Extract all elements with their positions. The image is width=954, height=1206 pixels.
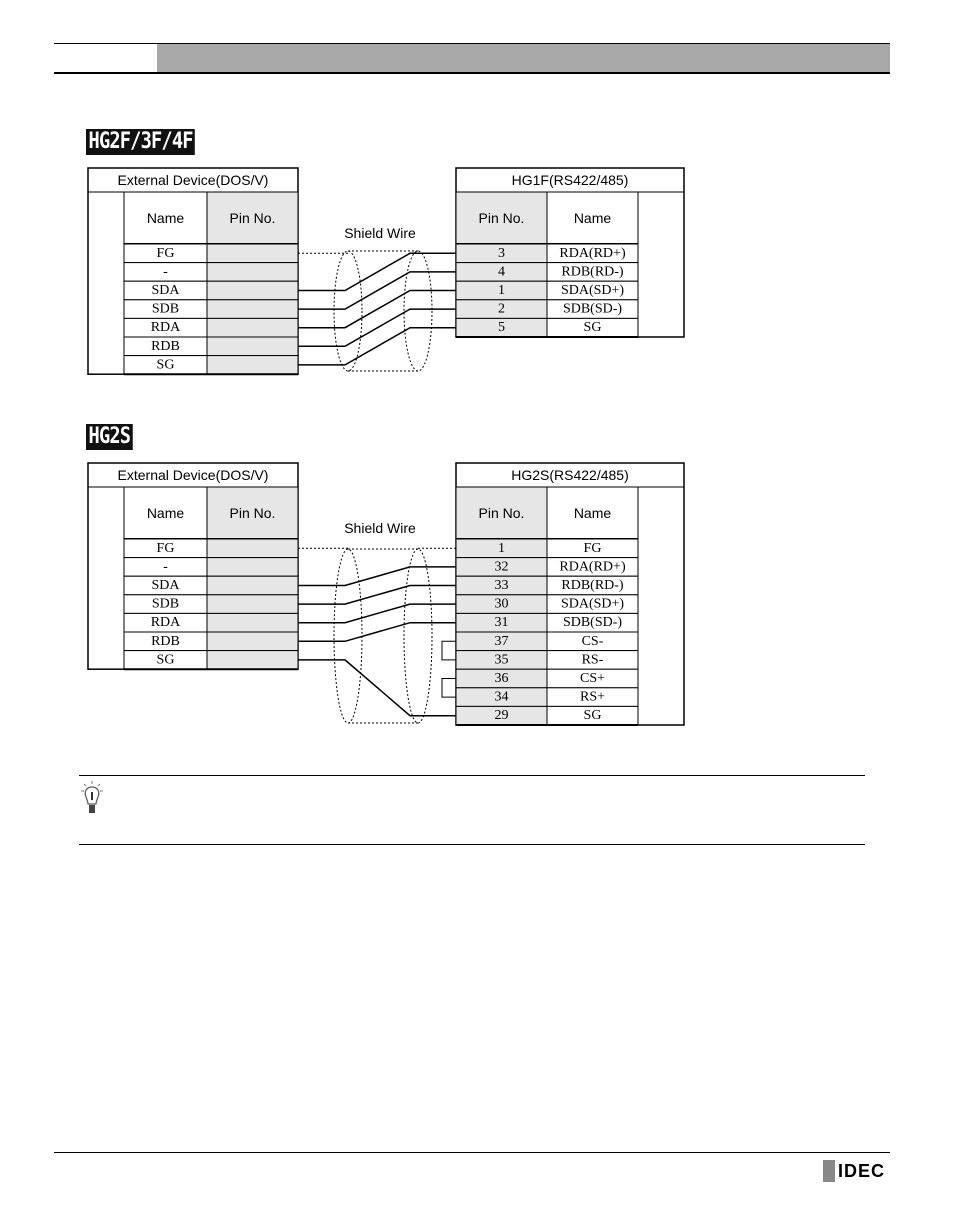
right-pin-number: 5 — [498, 320, 505, 336]
section-title-hg2f: HG2F/3F/4F — [86, 129, 195, 155]
left-pin-cell — [207, 632, 298, 651]
left-col-pin-label: Pin No. — [229, 210, 276, 226]
right-pin-number: 31 — [494, 615, 509, 631]
right-device-title: HG2S(RS422/485) — [511, 467, 629, 483]
lightbulb-icon — [80, 780, 104, 823]
left-signal-name: RDA — [150, 320, 181, 336]
left-device-title: External Device(DOS/V) — [117, 467, 269, 483]
left-pin-cell — [207, 576, 298, 595]
right-signal-name: CS- — [581, 633, 604, 649]
signal-wire — [298, 586, 456, 605]
left-pin-cell — [207, 318, 298, 337]
right-signal-name: RS- — [581, 652, 604, 668]
left-signal-name: SG — [156, 652, 175, 668]
tip-rule-top — [79, 775, 865, 776]
left-signal-name: SDB — [151, 301, 180, 317]
left-pin-cell — [207, 558, 298, 577]
right-pin-number: 35 — [494, 652, 509, 668]
left-pin-cell — [207, 356, 298, 375]
footer-rule — [54, 1152, 890, 1153]
left-pin-cell — [207, 595, 298, 614]
left-signal-name: SDA — [151, 578, 180, 593]
right-pin-number: 1 — [498, 540, 505, 556]
logo-mark — [823, 1160, 835, 1182]
right-pin-number: 4 — [498, 264, 505, 280]
left-pin-cell — [207, 263, 298, 282]
left-pin-cell — [207, 651, 298, 670]
right-signal-name: RDA(RD+) — [559, 245, 626, 261]
right-signal-name: SG — [583, 320, 602, 336]
right-pin-number: 3 — [498, 245, 505, 261]
wiring-diagram-hg2f — [88, 168, 684, 374]
left-signal-name: SDA — [151, 283, 180, 298]
left-signal-name: - — [163, 559, 168, 575]
idec-logo — [823, 1160, 885, 1182]
right-signal-name: RDA(RD+) — [559, 559, 626, 575]
right-signal-name: SG — [583, 708, 602, 724]
right-pin-number: 30 — [494, 596, 509, 612]
right-col-pin-label: Pin No. — [478, 210, 525, 226]
left-col-pin-label: Pin No. — [229, 505, 276, 521]
left-signal-name: RDA — [150, 615, 181, 631]
wiring-diagram-hg2s — [88, 463, 684, 725]
left-signal-name: FG — [156, 540, 175, 556]
signal-wire — [298, 567, 456, 586]
shield-wire-label: Shield Wire — [344, 225, 416, 241]
left-pin-cell — [207, 539, 298, 558]
right-pin-number: 1 — [498, 283, 505, 298]
right-col-pin-label: Pin No. — [478, 505, 525, 521]
shield-ellipse-right — [404, 549, 432, 723]
logo-text: IDEC — [838, 1160, 886, 1181]
left-device-title: External Device(DOS/V) — [117, 172, 269, 188]
left-signal-name: SG — [156, 357, 175, 373]
right-pin-number: 37 — [494, 633, 509, 649]
right-signal-name: RDB(RD-) — [561, 264, 624, 280]
left-pin-cell — [207, 244, 298, 263]
shield-ellipse-left — [334, 251, 362, 371]
section-title-hg2s: HG2S — [86, 424, 133, 450]
right-pin-number: 33 — [494, 578, 509, 593]
left-pin-cell — [207, 613, 298, 632]
right-device-title: HG1F(RS422/485) — [511, 172, 629, 188]
left-pin-cell — [207, 281, 298, 300]
left-pin-cell — [207, 337, 298, 356]
right-signal-name: CS+ — [579, 671, 606, 686]
right-signal-name: RS+ — [579, 689, 606, 705]
right-pin-number: 2 — [498, 301, 505, 317]
right-col-name-label: Name — [573, 210, 612, 226]
right-col-name-label: Name — [573, 505, 612, 521]
left-col-name-label: Name — [146, 505, 185, 521]
left-signal-name: SDB — [151, 596, 180, 612]
left-signal-name: RDB — [151, 338, 180, 354]
shield-wire-label: Shield Wire — [344, 520, 416, 536]
right-signal-name: SDA(SD+) — [560, 283, 625, 298]
right-pin-number: 36 — [494, 671, 509, 686]
shield-ellipse-left — [334, 549, 362, 723]
right-pin-number: 34 — [494, 689, 509, 705]
jumper-wire — [442, 641, 456, 660]
sg-wire — [298, 660, 456, 716]
right-signal-name: FG — [583, 540, 602, 556]
right-signal-name: SDB(SD-) — [562, 615, 623, 631]
right-signal-name: RDB(RD-) — [561, 578, 624, 593]
shield-ellipse-right — [404, 251, 432, 371]
left-signal-name: FG — [156, 245, 175, 261]
left-signal-name: RDB — [151, 633, 180, 649]
left-pin-cell — [207, 300, 298, 319]
right-signal-name: SDB(SD-) — [562, 301, 623, 317]
left-signal-name: - — [163, 264, 168, 280]
jumper-wire — [442, 679, 456, 698]
right-signal-name: SDA(SD+) — [560, 596, 625, 612]
left-col-name-label: Name — [146, 210, 185, 226]
right-pin-number: 29 — [494, 708, 509, 724]
tip-rule-bottom — [79, 844, 865, 845]
right-pin-number: 32 — [494, 559, 509, 575]
signal-wire — [298, 604, 456, 623]
